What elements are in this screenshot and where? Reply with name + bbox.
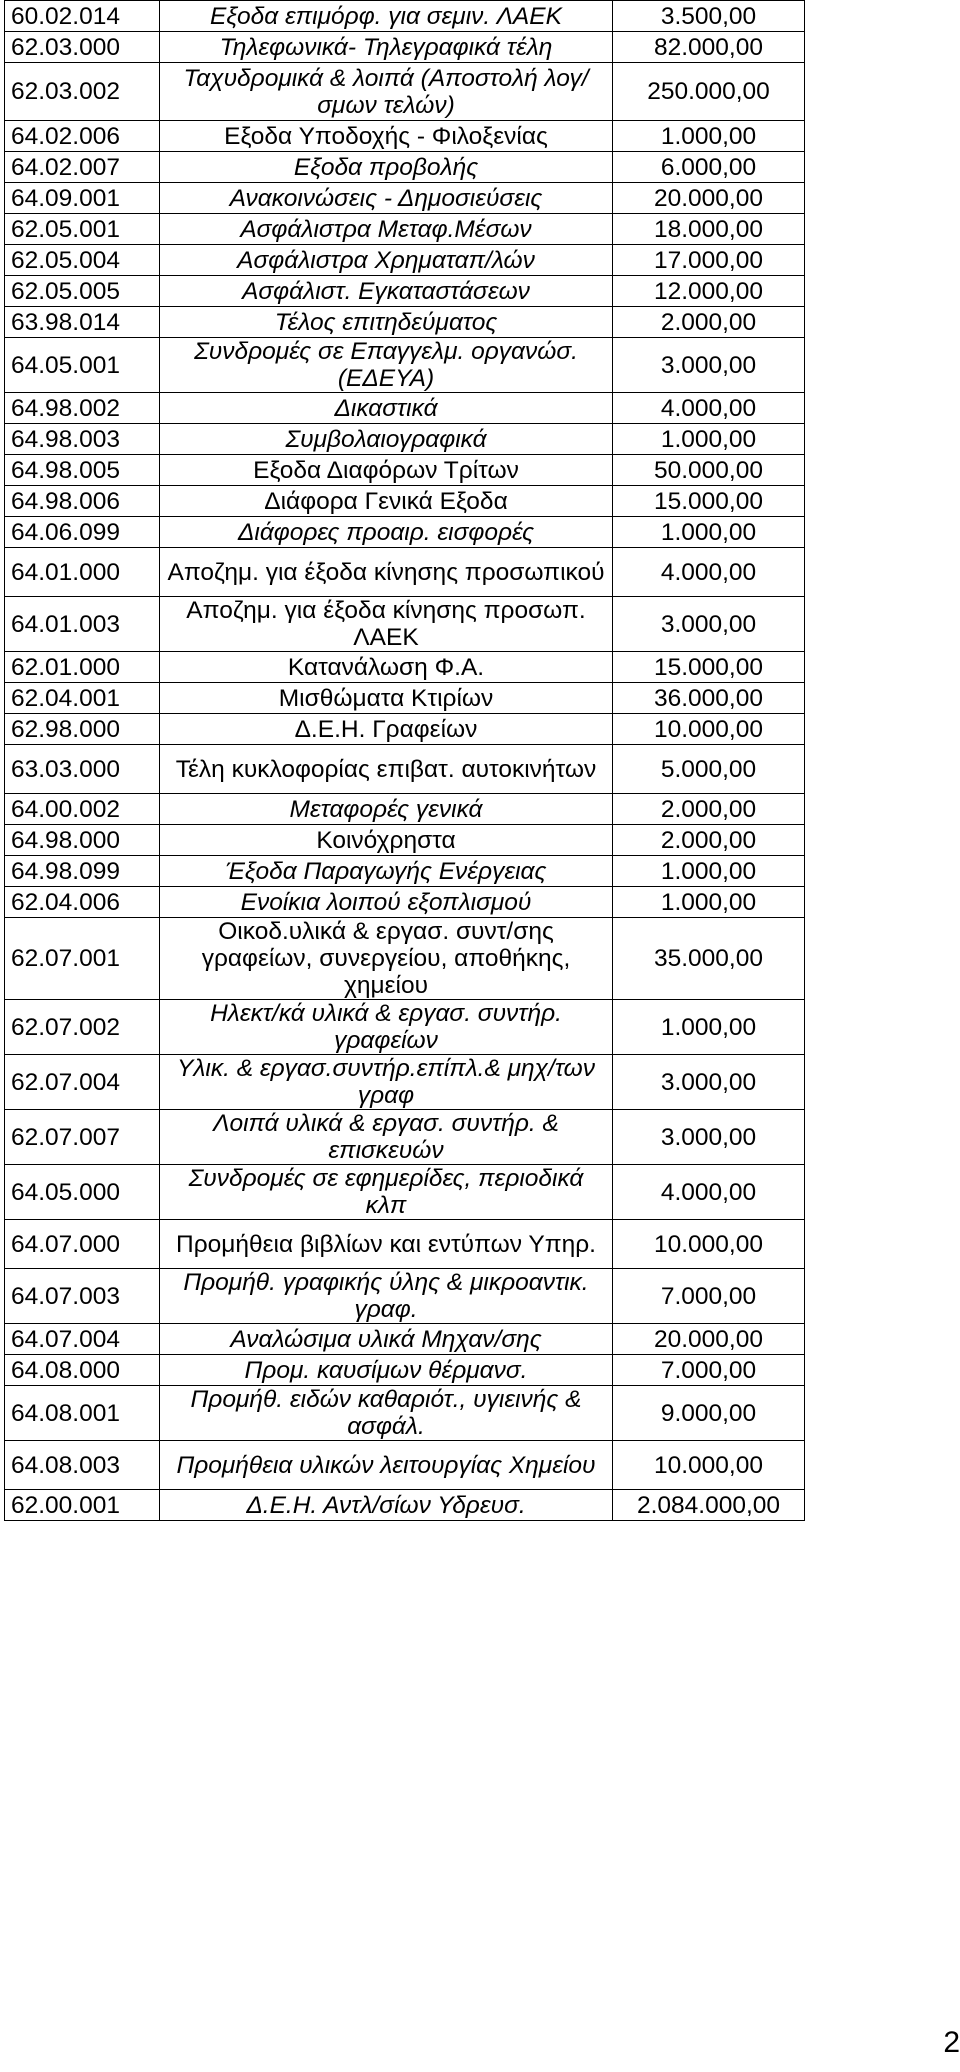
account-description: Τέλος επιτηδεύματος bbox=[160, 307, 613, 338]
account-description: Κατανάλωση Φ.Α. bbox=[160, 652, 613, 683]
account-code: 64.06.099 bbox=[5, 517, 160, 548]
table-row bbox=[5, 121, 805, 152]
account-description: Ενοίκια λοιπού εξοπλισμού bbox=[160, 887, 613, 918]
account-description: Διάφορες προαιρ. εισφορές bbox=[160, 517, 613, 548]
amount: 3.000,00 bbox=[613, 338, 805, 393]
account-code: 64.98.005 bbox=[5, 455, 160, 486]
amount: 5.000,00 bbox=[613, 745, 805, 794]
amount: 10.000,00 bbox=[613, 1220, 805, 1269]
amount: 7.000,00 bbox=[613, 1355, 805, 1386]
account-description: Δικαστικά bbox=[160, 393, 613, 424]
table-row bbox=[5, 1355, 805, 1386]
account-code: 62.05.005 bbox=[5, 276, 160, 307]
account-code: 64.98.002 bbox=[5, 393, 160, 424]
table-row bbox=[5, 424, 805, 455]
table-row bbox=[5, 1, 805, 32]
amount: 2.000,00 bbox=[613, 307, 805, 338]
table-row bbox=[5, 214, 805, 245]
account-code: 64.01.000 bbox=[5, 548, 160, 597]
account-description: Ηλεκτ/κά υλικά & εργασ. συντήρ. γραφείων bbox=[160, 1000, 613, 1055]
table-row bbox=[5, 856, 805, 887]
account-description: Εξοδα προβολής bbox=[160, 152, 613, 183]
account-code: 62.00.001 bbox=[5, 1490, 160, 1521]
account-code: 64.98.099 bbox=[5, 856, 160, 887]
table-row bbox=[5, 1165, 805, 1220]
account-code: 62.07.001 bbox=[5, 918, 160, 1000]
table-row bbox=[5, 1110, 805, 1165]
table-row bbox=[5, 32, 805, 63]
account-description: Μεταφορές γενικά bbox=[160, 794, 613, 825]
table-row bbox=[5, 63, 805, 121]
account-code: 62.01.000 bbox=[5, 652, 160, 683]
account-description: Προμήθ. γραφικής ύλης & μικροαντικ. γραφ. bbox=[160, 1269, 613, 1324]
table-row bbox=[5, 393, 805, 424]
amount: 15.000,00 bbox=[613, 652, 805, 683]
table-row bbox=[5, 1269, 805, 1324]
account-code: 62.05.001 bbox=[5, 214, 160, 245]
page-number: 2 bbox=[943, 2026, 960, 2059]
account-description: Προμήθ. ειδών καθαριότ., υγιεινής & ασφάλ. bbox=[160, 1386, 613, 1441]
amount: 4.000,00 bbox=[613, 1165, 805, 1220]
account-code: 64.08.001 bbox=[5, 1386, 160, 1441]
amount: 4.000,00 bbox=[613, 393, 805, 424]
amount: 35.000,00 bbox=[613, 918, 805, 1000]
amount: 82.000,00 bbox=[613, 32, 805, 63]
account-description: Ασφάλιστρα Μεταφ.Μέσων bbox=[160, 214, 613, 245]
table-row bbox=[5, 745, 805, 794]
amount: 10.000,00 bbox=[613, 1441, 805, 1490]
amount: 4.000,00 bbox=[613, 548, 805, 597]
budget-table bbox=[4, 0, 805, 1521]
account-code: 64.02.006 bbox=[5, 121, 160, 152]
table-row bbox=[5, 652, 805, 683]
amount: 9.000,00 bbox=[613, 1386, 805, 1441]
account-code: 64.08.000 bbox=[5, 1355, 160, 1386]
account-description: Έξοδα Παραγωγής Ενέργειας bbox=[160, 856, 613, 887]
table-row bbox=[5, 597, 805, 652]
account-description: Εξοδα Διαφόρων Τρίτων bbox=[160, 455, 613, 486]
table-row bbox=[5, 183, 805, 214]
table-row bbox=[5, 486, 805, 517]
account-description: Ανακοινώσεις - Δημοσιεύσεις bbox=[160, 183, 613, 214]
account-code: 64.08.003 bbox=[5, 1441, 160, 1490]
amount: 10.000,00 bbox=[613, 714, 805, 745]
account-description: Εξοδα επιμόρφ. για σεμιν. ΛΑΕΚ bbox=[160, 1, 613, 32]
account-description: Συνδρομές σε Επαγγελμ. οργανώσ.(ΕΔΕΥΑ) bbox=[160, 338, 613, 393]
account-description: Λοιπά υλικά & εργασ. συντήρ. & επισκευών bbox=[160, 1110, 613, 1165]
amount: 1.000,00 bbox=[613, 887, 805, 918]
account-description: Ταχυδρομικά & λοιπά (Αποστολή λογ/σμων τελών) bbox=[160, 63, 613, 121]
account-description: Συνδρομές σε εφημερίδες, περιοδικά κλπ bbox=[160, 1165, 613, 1220]
table-row bbox=[5, 1220, 805, 1269]
amount: 6.000,00 bbox=[613, 152, 805, 183]
table-row bbox=[5, 1386, 805, 1441]
table-row bbox=[5, 455, 805, 486]
amount: 36.000,00 bbox=[613, 683, 805, 714]
table-row bbox=[5, 918, 805, 1000]
account-code: 62.04.001 bbox=[5, 683, 160, 714]
account-code: 64.98.006 bbox=[5, 486, 160, 517]
table-row bbox=[5, 887, 805, 918]
account-description: Προμήθεια υλικών λειτουργίας Χημείου bbox=[160, 1441, 613, 1490]
account-code: 64.01.003 bbox=[5, 597, 160, 652]
amount: 1.000,00 bbox=[613, 121, 805, 152]
amount: 1.000,00 bbox=[613, 1000, 805, 1055]
account-description: Προμήθεια βιβλίων και εντύπων Υπηρ. bbox=[160, 1220, 613, 1269]
account-code: 62.03.000 bbox=[5, 32, 160, 63]
table-row bbox=[5, 1490, 805, 1521]
amount: 3.000,00 bbox=[613, 1110, 805, 1165]
amount: 15.000,00 bbox=[613, 486, 805, 517]
amount: 2.000,00 bbox=[613, 794, 805, 825]
account-description: Αναλώσιμα υλικά Μηχαν/σης bbox=[160, 1324, 613, 1355]
table-row bbox=[5, 1055, 805, 1110]
table-row bbox=[5, 276, 805, 307]
account-code: 63.03.000 bbox=[5, 745, 160, 794]
account-code: 64.02.007 bbox=[5, 152, 160, 183]
table-row bbox=[5, 714, 805, 745]
amount: 20.000,00 bbox=[613, 1324, 805, 1355]
account-code: 62.04.006 bbox=[5, 887, 160, 918]
account-description: Ασφάλιστ. Εγκαταστάσεων bbox=[160, 276, 613, 307]
amount: 7.000,00 bbox=[613, 1269, 805, 1324]
amount: 1.000,00 bbox=[613, 517, 805, 548]
amount: 250.000,00 bbox=[613, 63, 805, 121]
amount: 2.084.000,00 bbox=[613, 1490, 805, 1521]
account-description: Αποζημ. για έξοδα κίνησης προσωπ. ΛΑΕΚ bbox=[160, 597, 613, 652]
account-description: Προμ. καυσίμων θέρμανσ. bbox=[160, 1355, 613, 1386]
amount: 3.000,00 bbox=[613, 1055, 805, 1110]
table-row bbox=[5, 683, 805, 714]
table-row bbox=[5, 245, 805, 276]
account-description: Συμβολαιογραφικά bbox=[160, 424, 613, 455]
account-code: 63.98.014 bbox=[5, 307, 160, 338]
account-code: 64.07.000 bbox=[5, 1220, 160, 1269]
table-row bbox=[5, 794, 805, 825]
account-description: Εξοδα Υποδοχής - Φιλοξενίας bbox=[160, 121, 613, 152]
account-description: Δ.Ε.Η. Αντλ/σίων Υδρευσ. bbox=[160, 1490, 613, 1521]
account-description: Οικοδ.υλικά & εργασ. συντ/σης γραφείων, συνεργείου, αποθήκης, χημείου bbox=[160, 918, 613, 1000]
account-description: Αποζημ. για έξοδα κίνησης προσωπικού bbox=[160, 548, 613, 597]
account-code: 64.07.003 bbox=[5, 1269, 160, 1324]
account-code: 62.03.002 bbox=[5, 63, 160, 121]
account-description: Δ.Ε.Η. Γραφείων bbox=[160, 714, 613, 745]
table-row bbox=[5, 307, 805, 338]
amount: 17.000,00 bbox=[613, 245, 805, 276]
account-code: 64.98.003 bbox=[5, 424, 160, 455]
table-row bbox=[5, 152, 805, 183]
account-description: Ασφάλιστρα Χρηματαπ/λών bbox=[160, 245, 613, 276]
account-description: Διάφορα Γενικά Εξοδα bbox=[160, 486, 613, 517]
table-row bbox=[5, 825, 805, 856]
amount: 18.000,00 bbox=[613, 214, 805, 245]
account-code: 62.07.004 bbox=[5, 1055, 160, 1110]
amount: 1.000,00 bbox=[613, 424, 805, 455]
account-code: 64.07.004 bbox=[5, 1324, 160, 1355]
table-row bbox=[5, 338, 805, 393]
account-description: Τέλη κυκλοφορίας επιβατ. αυτοκινήτων bbox=[160, 745, 613, 794]
table-row bbox=[5, 1441, 805, 1490]
table-row bbox=[5, 517, 805, 548]
account-code: 64.05.000 bbox=[5, 1165, 160, 1220]
account-description: Τηλεφωνικά- Τηλεγραφικά τέλη bbox=[160, 32, 613, 63]
account-code: 62.98.000 bbox=[5, 714, 160, 745]
table-row bbox=[5, 548, 805, 597]
account-code: 62.07.007 bbox=[5, 1110, 160, 1165]
account-description: Κοινόχρηστα bbox=[160, 825, 613, 856]
amount: 50.000,00 bbox=[613, 455, 805, 486]
table-row bbox=[5, 1324, 805, 1355]
account-code: 60.02.014 bbox=[5, 1, 160, 32]
account-code: 64.00.002 bbox=[5, 794, 160, 825]
account-code: 62.07.002 bbox=[5, 1000, 160, 1055]
amount: 3.000,00 bbox=[613, 597, 805, 652]
account-code: 64.09.001 bbox=[5, 183, 160, 214]
account-code: 64.98.000 bbox=[5, 825, 160, 856]
amount: 12.000,00 bbox=[613, 276, 805, 307]
account-description: Υλικ. & εργασ.συντήρ.επίπλ.& μηχ/των γραφ bbox=[160, 1055, 613, 1110]
amount: 2.000,00 bbox=[613, 825, 805, 856]
account-description: Μισθώματα Κτιρίων bbox=[160, 683, 613, 714]
amount: 3.500,00 bbox=[613, 1, 805, 32]
account-code: 64.05.001 bbox=[5, 338, 160, 393]
table-row bbox=[5, 1000, 805, 1055]
budget-rows bbox=[5, 1, 805, 1521]
amount: 1.000,00 bbox=[613, 856, 805, 887]
account-code: 62.05.004 bbox=[5, 245, 160, 276]
amount: 20.000,00 bbox=[613, 183, 805, 214]
